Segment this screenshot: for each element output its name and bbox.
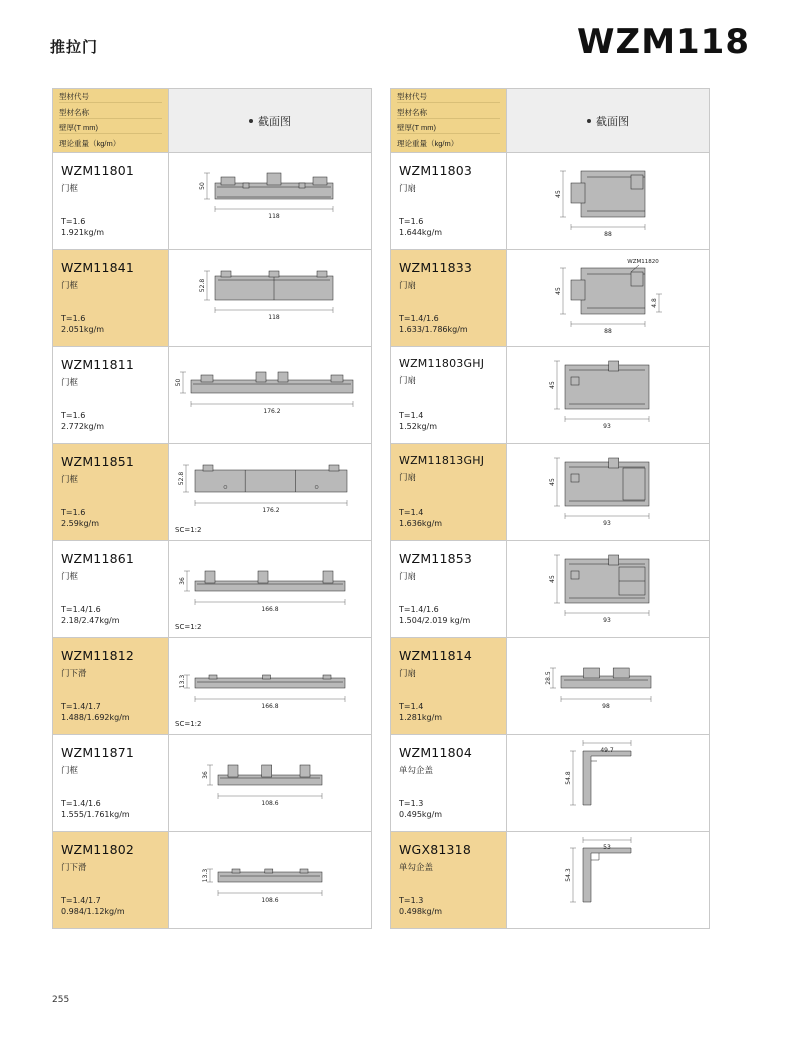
svg-text:88: 88 xyxy=(604,231,612,238)
svg-text:98: 98 xyxy=(602,703,610,710)
svg-text:118: 118 xyxy=(268,213,280,220)
column-header-2: 型材名称 xyxy=(59,108,162,119)
profile-info-cell xyxy=(53,638,169,734)
profile-name: 门框 xyxy=(61,474,79,484)
table-row xyxy=(53,638,371,735)
profile-weight: 0.495kg/m xyxy=(399,810,443,820)
bullet-icon xyxy=(587,119,591,123)
profile-thickness: T=1.4/1.7 xyxy=(61,895,101,905)
profile-code: WZM11851 xyxy=(61,454,135,469)
profile-code: WZM11804 xyxy=(399,745,473,760)
profile-weight: 0.498kg/m xyxy=(399,907,443,917)
profile-weight: 1.636kg/m xyxy=(399,519,443,529)
scale-note: SC=1:2 xyxy=(175,526,202,534)
profile-name: 门框 xyxy=(61,183,79,193)
profile-weight: 1.504/2.019 kg/m xyxy=(399,616,471,626)
page-number: 255 xyxy=(52,995,70,1005)
table-row xyxy=(391,444,709,541)
svg-text:118: 118 xyxy=(268,314,280,321)
table-row xyxy=(53,541,371,638)
profile-weight: 0.984/1.12kg/m xyxy=(61,907,125,917)
cross-section-figure xyxy=(169,347,371,443)
column-header-4: 理论重量（kg/m） xyxy=(59,138,121,148)
profile-specs xyxy=(61,507,99,530)
profile-weight: 2.051kg/m xyxy=(61,325,105,335)
profile-info-cell xyxy=(391,444,507,540)
table-row xyxy=(53,735,371,832)
figure-drawing xyxy=(507,638,709,734)
svg-text:28.5: 28.5 xyxy=(545,671,552,685)
svg-text:52.8: 52.8 xyxy=(199,278,206,293)
svg-text:108.6: 108.6 xyxy=(261,800,279,807)
profile-code: WZM11803GHJ xyxy=(399,357,485,370)
table-row xyxy=(391,250,709,347)
profile-name: 门扇 xyxy=(399,668,417,678)
profile-weight: 1.644kg/m xyxy=(399,228,443,238)
profile-specs xyxy=(399,798,442,821)
profile-info-cell xyxy=(53,153,169,249)
profile-code: WZM11833 xyxy=(399,260,473,275)
cross-section-figure xyxy=(169,832,371,928)
figure-drawing xyxy=(507,153,709,249)
table-header xyxy=(53,89,371,153)
svg-text:WZM11820: WZM11820 xyxy=(627,259,659,265)
profile-thickness: T=1.6 xyxy=(399,216,424,226)
profile-thickness: T=1.6 xyxy=(61,410,86,420)
column-header-1: 型材代号 xyxy=(397,92,500,103)
profile-weight: 2.59kg/m xyxy=(61,519,100,529)
table-row xyxy=(391,735,709,832)
cross-section-figure xyxy=(507,347,709,443)
table-row xyxy=(391,541,709,638)
profile-code: WZM11811 xyxy=(61,357,135,372)
profile-specs xyxy=(61,410,104,433)
profile-weight: 2.772kg/m xyxy=(61,422,105,432)
profile-weight: 1.488/1.692kg/m xyxy=(61,713,130,723)
profile-specs xyxy=(399,895,442,918)
figure-drawing xyxy=(169,153,371,249)
table-header-labels xyxy=(391,89,507,152)
profile-name: 单勾企盖 xyxy=(399,765,434,775)
cross-section-figure xyxy=(169,153,371,249)
profile-info-cell xyxy=(391,541,507,637)
figure-drawing xyxy=(169,832,371,928)
profile-table-2 xyxy=(390,88,710,929)
profile-name: 门扇 xyxy=(399,280,417,290)
svg-text:54.8: 54.8 xyxy=(565,771,572,785)
svg-text:54.3: 54.3 xyxy=(565,868,572,882)
svg-text:45: 45 xyxy=(549,575,556,583)
series-code: WZM118 xyxy=(577,22,750,62)
bullet-icon xyxy=(249,119,253,123)
profile-info-cell xyxy=(391,735,507,831)
svg-text:36: 36 xyxy=(179,577,186,585)
profile-specs xyxy=(399,507,442,530)
profile-name: 门下滑 xyxy=(61,862,87,872)
scale-note: SC=1:2 xyxy=(175,623,202,631)
table-row xyxy=(53,347,371,444)
profile-info-cell xyxy=(53,444,169,540)
profile-specs xyxy=(399,410,437,433)
figure-drawing xyxy=(507,347,709,443)
cross-section-figure xyxy=(169,541,371,637)
profile-specs xyxy=(399,313,468,336)
cross-section-figure xyxy=(169,250,371,346)
profile-thickness: T=1.4 xyxy=(399,507,424,517)
profile-thickness: T=1.4/1.6 xyxy=(399,604,439,614)
profile-info-cell xyxy=(391,638,507,734)
profile-specs xyxy=(399,604,470,627)
svg-text:108.6: 108.6 xyxy=(261,897,279,904)
figure-column-header xyxy=(169,89,371,152)
profile-info-cell xyxy=(391,347,507,443)
figure-drawing xyxy=(169,735,371,831)
scale-note: SC=1:2 xyxy=(175,720,202,728)
profile-info-cell xyxy=(391,250,507,346)
svg-text:93: 93 xyxy=(603,423,611,430)
profile-specs xyxy=(399,701,442,724)
column-header-3: 壁厚(T mm) xyxy=(59,123,162,134)
profile-name: 门下滑 xyxy=(61,668,87,678)
profile-thickness: T=1.4/1.7 xyxy=(61,701,101,711)
profile-code: WZM11803 xyxy=(399,163,473,178)
table-row xyxy=(53,250,371,347)
svg-text:50: 50 xyxy=(175,378,182,387)
figure-drawing xyxy=(507,444,709,540)
profile-code: WZM11861 xyxy=(61,551,135,566)
figure-drawing xyxy=(507,250,709,346)
svg-text:4.8: 4.8 xyxy=(651,298,658,308)
table-row xyxy=(391,638,709,735)
figure-drawing xyxy=(507,832,709,928)
cross-section-figure xyxy=(169,638,371,734)
svg-text:53: 53 xyxy=(603,844,611,851)
profile-thickness: T=1.4/1.6 xyxy=(399,313,439,323)
tables-container xyxy=(52,88,750,929)
profile-weight: 1.921kg/m xyxy=(61,228,105,238)
profile-thickness: T=1.6 xyxy=(61,507,86,517)
svg-text:93: 93 xyxy=(603,617,611,624)
table-header xyxy=(391,89,709,153)
profile-code: WZM11813GHJ xyxy=(399,454,485,467)
table-row xyxy=(391,347,709,444)
figure-drawing xyxy=(507,735,709,831)
profile-name: 门框 xyxy=(61,280,79,290)
cross-section-figure xyxy=(507,250,709,346)
svg-text:88: 88 xyxy=(604,328,612,335)
profile-thickness: T=1.3 xyxy=(399,895,424,905)
profile-name: 门框 xyxy=(61,765,79,775)
table-row xyxy=(391,153,709,250)
profile-name: 门扇 xyxy=(399,375,417,385)
profile-name: 门扇 xyxy=(399,472,417,482)
svg-text:52.8: 52.8 xyxy=(178,471,185,486)
profile-specs xyxy=(61,313,104,336)
column-header-3: 壁厚(T mm) xyxy=(397,123,500,134)
profile-weight: 1.52kg/m xyxy=(399,422,438,432)
table-row xyxy=(53,832,371,929)
profile-name: 门框 xyxy=(61,571,79,581)
cross-section-figure xyxy=(169,444,371,540)
profile-thickness: T=1.4/1.6 xyxy=(61,604,101,614)
profile-specs xyxy=(61,895,125,918)
column-header-1: 型材代号 xyxy=(59,92,162,103)
svg-text:166.8: 166.8 xyxy=(261,703,279,710)
profile-code: WZM11802 xyxy=(61,842,135,857)
profile-table-1 xyxy=(52,88,372,929)
profile-thickness: T=1.3 xyxy=(399,798,424,808)
svg-text:36: 36 xyxy=(202,771,209,779)
profile-name: 门扇 xyxy=(399,571,417,581)
profile-weight: 1.633/1.786kg/m xyxy=(399,325,468,335)
profile-info-cell xyxy=(53,250,169,346)
cross-section-figure xyxy=(507,444,709,540)
profile-code: WGX81318 xyxy=(399,842,471,857)
profile-info-cell xyxy=(53,541,169,637)
figure-drawing xyxy=(169,347,371,443)
profile-info-cell xyxy=(53,832,169,928)
table-row xyxy=(53,153,371,250)
profile-thickness: T=1.6 xyxy=(61,313,86,323)
svg-text:45: 45 xyxy=(555,287,562,295)
profile-name: 单勾企盖 xyxy=(399,862,434,872)
profile-specs xyxy=(61,216,104,239)
svg-text:176.2: 176.2 xyxy=(263,408,281,415)
svg-text:45: 45 xyxy=(555,190,562,198)
profile-code: WZM11814 xyxy=(399,648,473,663)
profile-code: WZM11841 xyxy=(61,260,135,275)
figure-drawing xyxy=(169,250,371,346)
figure-drawing xyxy=(507,541,709,637)
profile-specs xyxy=(61,798,130,821)
cross-section-figure xyxy=(507,541,709,637)
svg-text:49.7: 49.7 xyxy=(600,747,614,754)
profile-thickness: T=1.4/1.6 xyxy=(61,798,101,808)
table-row xyxy=(391,832,709,929)
profile-info-cell xyxy=(53,735,169,831)
profile-specs xyxy=(61,604,120,627)
cross-section-figure xyxy=(507,153,709,249)
profile-weight: 1.281kg/m xyxy=(399,713,443,723)
svg-text:93: 93 xyxy=(603,520,611,527)
figure-column-label: 截面图 xyxy=(596,115,629,128)
svg-text:45: 45 xyxy=(549,381,556,389)
svg-text:13.3: 13.3 xyxy=(202,868,209,883)
profile-info-cell xyxy=(53,347,169,443)
profile-thickness: T=1.4 xyxy=(399,701,424,711)
column-header-4: 理论重量（kg/m） xyxy=(397,138,459,148)
page-header xyxy=(50,22,750,70)
profile-code: WZM11812 xyxy=(61,648,135,663)
svg-text:176.2: 176.2 xyxy=(262,507,280,514)
profile-thickness: T=1.4 xyxy=(399,410,424,420)
profile-info-cell xyxy=(391,153,507,249)
profile-thickness: T=1.6 xyxy=(61,216,86,226)
profile-info-cell xyxy=(391,832,507,928)
figure-column-header xyxy=(507,89,709,152)
svg-text:50: 50 xyxy=(199,182,206,190)
profile-code: WZM11801 xyxy=(61,163,135,178)
profile-code: WZM11871 xyxy=(61,745,135,760)
cross-section-figure xyxy=(507,735,709,831)
profile-name: 门扇 xyxy=(399,183,417,193)
profile-name: 门框 xyxy=(61,377,79,387)
table-row xyxy=(53,444,371,541)
profile-weight: 2.18/2.47kg/m xyxy=(61,616,120,626)
svg-text:166.8: 166.8 xyxy=(261,606,279,613)
column-header-2: 型材名称 xyxy=(397,108,500,119)
profile-code: WZM11853 xyxy=(399,551,473,566)
table-header-labels xyxy=(53,89,169,152)
page-title: 推拉门 xyxy=(50,39,99,56)
cross-section-figure xyxy=(169,735,371,831)
svg-text:45: 45 xyxy=(549,478,556,486)
profile-specs xyxy=(399,216,442,239)
profile-weight: 1.555/1.761kg/m xyxy=(61,810,130,820)
profile-specs xyxy=(61,701,130,724)
cross-section-figure xyxy=(507,638,709,734)
svg-text:13.3: 13.3 xyxy=(179,674,186,689)
cross-section-figure xyxy=(507,832,709,928)
figure-column-label: 截面图 xyxy=(258,115,291,128)
